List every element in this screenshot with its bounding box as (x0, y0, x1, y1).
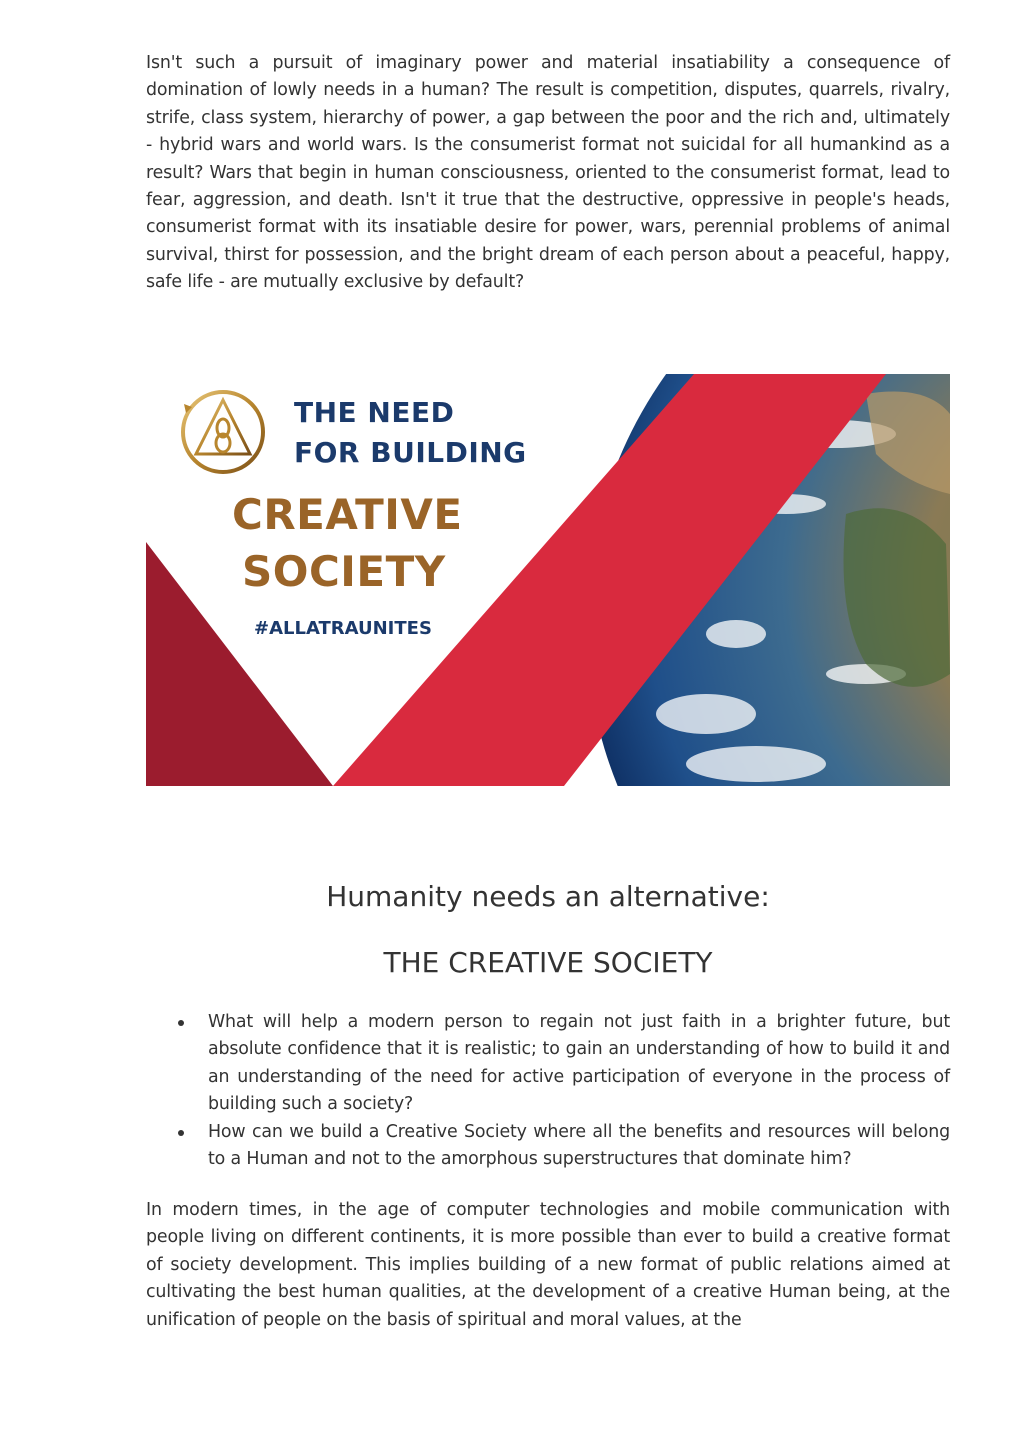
question-list (146, 1009, 950, 1173)
list-item (146, 1009, 950, 1119)
body-paragraph: In modern times, in the age of computer technologies and mobile communication with people living on different continents, it is more possible than ever to build a creative format of society development. This implies building of a new format of public relations aimed at cultivating the best human qualities, at the development of a creative Human being, at the unification of people on the basis of spiritual and moral values, at the (146, 1200, 950, 1330)
banner-title-line2: FOR BUILDING (294, 436, 527, 469)
creative-society-banner (146, 374, 950, 786)
section-heading: Humanity needs an alternative: (326, 880, 770, 913)
banner-society: SOCIETY (242, 547, 446, 596)
section-subheading: THE CREATIVE SOCIETY (383, 946, 713, 979)
intro-paragraph: Isn't such a pursuit of imaginary power and material insatiability a consequence of domination of lowly needs in a human? The result is competition, disputes, quarrels, rivalry, strife, class system, hierarchy of power, a gap between the poor and the rich and, ultimately - hybrid wars and world wars. Is the consumerist format not suicidal for all humankind as a result? Wars that begin in human consciousness, oriented to the consumerist format, lead to fear, aggression, and death. Isn't it true that the destructive, oppressive in people's heads, consumerist format with its insatiable desire for power, wars, perennial problems of animal survival, thirst for possession, and the bright dream of each person about a peaceful, happy, safe life - are mutually exclusive by default? (146, 53, 950, 293)
list-item-text: What will help a modern person to regain not just faith in a brighter future, but absolute confidence that it is realistic; to gain an understanding of how to build it and an understanding of the need for active participation of everyone in the process of building such a society? (208, 1012, 950, 1115)
banner-creative: CREATIVE (232, 490, 463, 539)
list-item-text: How can we build a Creative Society where all the benefits and resources will belong to a Human and not to the amorphous superstructures that dominate him? (208, 1121, 950, 1170)
list-item (146, 1119, 950, 1174)
bullet-icon (178, 1130, 184, 1136)
banner-hashtag: #ALLATRAUNITES (254, 618, 432, 639)
banner-title-line1: THE NEED (294, 396, 455, 429)
bullet-icon (178, 1020, 184, 1026)
